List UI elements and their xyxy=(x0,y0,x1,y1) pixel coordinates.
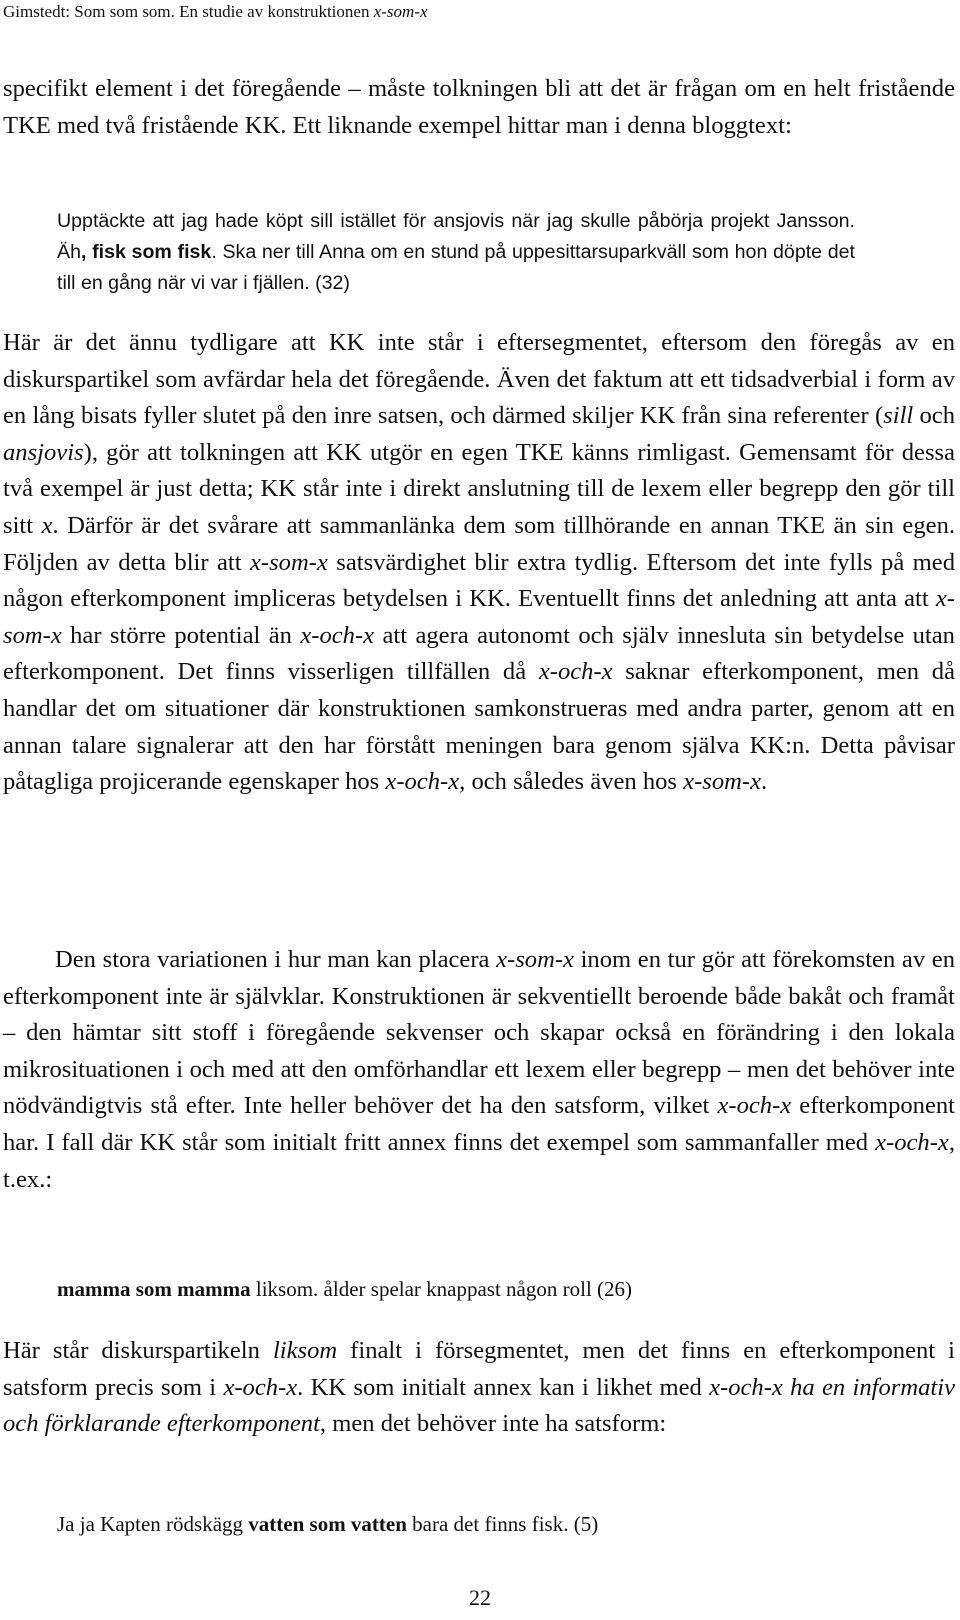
p2-text-h: , och således även hos xyxy=(459,768,684,796)
paragraph-1 xyxy=(3,71,955,144)
quote-2-bold-phrase: mamma som mamma xyxy=(57,1277,251,1301)
p4-text-c: . KK som initialt annex kan i likhet med xyxy=(297,1373,710,1401)
quote-3-text-b: bara det finns fisk. xyxy=(406,1512,569,1536)
p4-text-d: , men det behöver inte ha satsform: xyxy=(319,1410,667,1438)
header-title-italic: x-som-x xyxy=(373,2,428,21)
quote-2-reference: (26) xyxy=(591,1277,633,1301)
paragraph-3 xyxy=(3,942,955,1198)
quote-1-bold-phrase: , fisk som fisk xyxy=(80,241,212,263)
p4-italic-long: x-och-x ha en informativ och förklarande efterkomponent xyxy=(3,1373,955,1438)
p2-text-g: saknar efterkomponent, men då handlar det om situationer där konstruktionen samkonstrueras med andra parter, genom att en annan talare signalerar att den har förstått meningen bara genom själva KK:n. Detta påvisar påtagliga projicerande egenskaper hos xyxy=(3,658,955,796)
p2-italic-ansjovis: ansjovis xyxy=(3,438,84,466)
p2-italic-xochx-2: x-och-x xyxy=(538,658,613,686)
example-quote-2 xyxy=(57,1277,632,1302)
p4-italic-xochx-1: x-och-x xyxy=(223,1373,298,1401)
p2-text-c: . Därför är det svårare att sammanlänka dem som tillhörande en annan TKE än sin egen. Följden av detta blir att xyxy=(3,511,956,576)
p2-italic-xochx-3: x-och-x xyxy=(385,768,460,796)
example-quote-3 xyxy=(57,1512,598,1537)
p3-italic-xochx-1: x-och-x xyxy=(717,1092,792,1120)
header-title: Gimstedt: Som som som. En studie av konstruktionen xyxy=(3,2,374,21)
p2-text-och: och xyxy=(913,402,955,430)
p2-italic-x: x xyxy=(41,511,53,539)
running-header xyxy=(3,2,428,22)
p2-italic-sill: sill xyxy=(883,402,914,430)
p3-text-d: , t.ex.: xyxy=(3,1128,955,1193)
quote-1-text-a: Upptäckte att jag hade köpt sill istället för ansjovis när jag skulle påbörja projekt Jansson. Äh xyxy=(57,210,855,263)
p2-italic-xochx-1: x-och-x xyxy=(300,621,375,649)
p3-text-a: Den stora variationen i hur man kan placera xyxy=(55,946,497,973)
p3-italic-xochx-2: x-och-x xyxy=(875,1128,949,1156)
p3-text-c: efterkomponent har. I fall där KK står som initialt fritt annex finns det exempel som sammanfaller med xyxy=(3,1092,956,1156)
quote-2-text: liksom. ålder spelar knappast någon roll xyxy=(250,1277,592,1301)
paragraph-2 xyxy=(3,325,955,801)
p2-italic-xsomx-3: x-som-x xyxy=(683,768,761,796)
p2-text-e: har större potential än xyxy=(61,621,301,649)
p3-text-b: inom en tur gör att förekomsten av en efterkomponent inte är självklar. Konstruktionen är sekventiellt beroende både bakåt och framåt – den hämtar sitt stoff i föregående sekvenser och skapar också en förändring i den lokala mikrosituationen i och med att den omförhandlar ett lexem eller begrepp – men det behöver inte nödvändigtvis stå efter. Inte heller behöver det ha den satsform, vilket xyxy=(3,946,955,1120)
quote-3-bold-phrase: vatten som vatten xyxy=(248,1512,407,1536)
p3-italic-xsomx: x-som-x xyxy=(496,946,574,973)
p2-italic-xsomx-2: x-som-x xyxy=(3,585,955,649)
p2-text-i: . xyxy=(761,768,768,796)
p2-italic-xsomx-1: x-som-x xyxy=(250,548,328,576)
p2-text-a: Här är det ännu tydligare att KK inte står i eftersegmentet, eftersom den föregås av en diskurspartikel som avfärdar hela det föregående. Även det faktum att ett tidsadverbial i form av en lång bisats fyller slutet på den inre satsen, och därmed skiljer KK från sina referenter ( xyxy=(3,329,955,430)
p2-text-f: att agera autonomt och själv innesluta sin betydelse utan efterkomponent. Det finns visserligen tillfällen då xyxy=(3,621,955,686)
example-quote-1 xyxy=(57,206,855,299)
p2-text-d: satsvärdighet blir extra tydlig. Eftersom det inte fylls på med någon efterkomponent impliceras betydelsen i KK. Eventuellt finns det anledning att anta att xyxy=(3,548,955,613)
paragraph-1-text: specifikt element i det föregående – måste tolkningen bli att det är frågan om en helt fristående TKE med två fristående KK. Ett liknande exempel hittar man i denna bloggtext: xyxy=(3,75,955,139)
paragraph-4 xyxy=(3,1333,955,1443)
page-number: 22 xyxy=(469,1585,491,1610)
quote-1-text-b: . Ska ner till Anna om en stund på uppesittarsuparkväll som hon döpte det till en gång när vi var i fjällen. xyxy=(57,241,856,294)
p4-italic-liksom: liksom xyxy=(272,1337,338,1364)
p4-text-b: finalt i försegmentet, men det finns en efterkomponent i satsform precis som i xyxy=(3,1337,955,1401)
quote-3-text-a: Ja ja Kapten rödskägg xyxy=(57,1512,249,1536)
quote-3-reference: (5) xyxy=(568,1512,599,1536)
p4-text-a: Här står diskurspartikeln xyxy=(3,1337,273,1364)
quote-1-reference: (32) xyxy=(309,272,350,294)
p2-text-b: ), gör att tolkningen att KK utgör en egen TKE känns rimligast. Gemensamt för dessa två exempel är just detta; KK står inte i direkt anslutning till de lexem eller begrepp den gör till sitt xyxy=(3,438,955,539)
